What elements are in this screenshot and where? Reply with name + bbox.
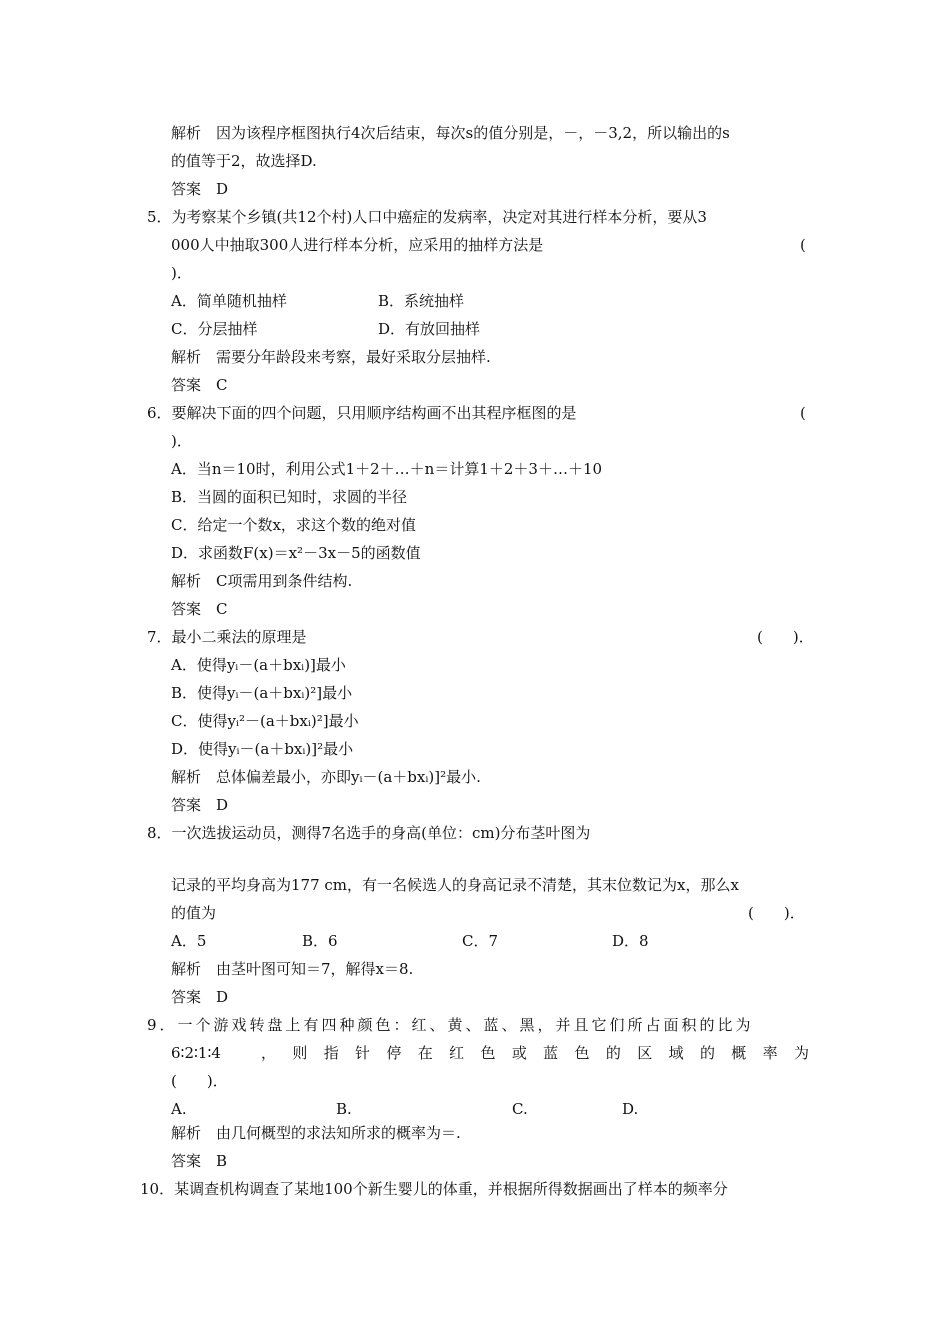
q8-answer: 答案 D [171,988,229,1006]
q8-stem-cont: 记录的平均身高为177 cm，有一名候选人的身高记录不清楚，其末位数记为x，那么x [171,876,739,894]
q9-justified-char: 的 [605,1044,621,1062]
q9-justified-char: 色 [480,1044,496,1062]
q9-justified-char: 蓝 [543,1044,559,1062]
q5-option-b: B．系统抽样 [378,292,465,310]
q5-answer: 答案 C [171,376,228,394]
q8-option-d: D．8 [612,932,649,950]
q4-analysis: 解析 因为该程序框图执行4次后结束，每次s的值分别是，－，－3,2，所以输出的s [171,124,730,142]
q9-justified-char: 概 [731,1044,747,1062]
q7-option-c: C．使得yᵢ²－(a＋bxᵢ)²]最小 [171,712,359,730]
q6-option-d: D．求函数F(x)＝x²－3x－5的函数值 [171,544,421,562]
q8-analysis: 解析 由茎叶图可知＝7，解得x＝8. [171,960,414,978]
q5-paren-close: )． [171,264,192,282]
q7-answer: 答案 D [171,796,229,814]
q9-justified-char: 则 [292,1044,308,1062]
q9-option-b: B. [336,1100,352,1118]
q9-answer: 答案 B [171,1152,228,1170]
q7-option-d: D．使得yᵢ－(a＋bxᵢ)]²最小 [171,740,354,758]
q9-justified-char: 为 [794,1044,810,1062]
q7-answer-paren: ( )． [757,628,814,646]
q9-justified-char: 指 [323,1044,339,1062]
q9-justified-char: 红 [449,1044,465,1062]
q8-stem-end: 的值为 [171,904,217,922]
q8-answer-paren: ( )． [748,904,805,922]
q7-option-b: B．使得yᵢ－(a＋bxᵢ)²]最小 [171,684,353,702]
q9-answer-paren: ( )． [171,1072,228,1090]
q8-option-a: A．5 [171,932,207,950]
q9-option-c: C. [512,1100,528,1118]
q9-justified-char: 6∶2∶1∶4 [171,1044,221,1062]
q8-stem: 8．一次选拔运动员，测得7名选手的身高(单位：cm)分布茎叶图为 [147,824,591,842]
q9-justified-char: 停 [386,1044,402,1062]
q6-option-b: B．当圆的面积已知时，求圆的半径 [171,488,408,506]
q7-stem: 7．最小二乘法的原理是 [147,628,307,646]
q9-justified-char: 的 [699,1044,715,1062]
q9-justified-char: ， [261,1044,277,1062]
q4-analysis-cont: 的值等于2，故选择D. [171,152,317,170]
q9-justified-char: 色 [574,1044,590,1062]
q5-stem-cont: 000人中抽取300人进行样本分析，应采用的抽样方法是 [171,236,544,254]
q8-option-c: C．7 [462,932,499,950]
q7-analysis: 解析 总体偏差最小，亦即yᵢ－(a＋bxᵢ)]²最小. [171,768,481,786]
q9-option-a: A. [171,1100,187,1118]
q5-option-a: A．简单随机抽样 [171,292,287,310]
q6-paren-open: ( [800,404,806,422]
q5-paren-open: ( [800,236,806,254]
q5-option-d: D．有放回抽样 [378,320,481,338]
q5-analysis: 解析 需要分年龄段来考察，最好采取分层抽样. [171,348,491,366]
q6-paren-close: )． [171,432,192,450]
q7-option-a: A．使得yᵢ－(a＋bxᵢ)]最小 [171,656,346,674]
q8-option-b: B．6 [302,932,338,950]
q6-option-c: C．给定一个数x，求这个数的绝对值 [171,516,416,534]
q9-justified-char: 率 [762,1044,778,1062]
q6-analysis: 解析 C项需用到条件结构. [171,572,353,590]
q9-stem: 9．一个游戏转盘上有四种颜色：红、黄、蓝、黑，并且它们所占面积的比为 [147,1016,754,1034]
q9-justified-char: 在 [417,1044,433,1062]
q4-answer: 答案 D [171,180,229,198]
q9-justified-char: 区 [637,1044,653,1062]
q9-justified-char: 或 [511,1044,527,1062]
q5-option-c: C．分层抽样 [171,320,258,338]
q6-option-a: A．当n＝10时，利用公式1＋2＋…＋n＝计算1＋2＋3＋…＋10 [171,460,603,478]
q9-option-d: D. [622,1100,639,1118]
q6-stem: 6．要解决下面的四个问题，只用顺序结构画不出其程序框图的是 [147,404,577,422]
q10-stem: 10．某调查机构调查了某地100个新生婴儿的体重，并根据所得数据画出了样本的频率分 [140,1180,728,1198]
q9-analysis: 解析 由几何概型的求法知所求的概率为＝. [171,1124,461,1142]
q6-answer: 答案 C [171,600,228,618]
q5-stem: 5．为考察某个乡镇(共12个村)人口中癌症的发病率，决定对其进行样本分析，要从3 [147,208,707,226]
q9-stem-justified [171,1043,809,1063]
q9-justified-char: 域 [668,1044,684,1062]
q9-justified-char: 针 [355,1044,371,1062]
